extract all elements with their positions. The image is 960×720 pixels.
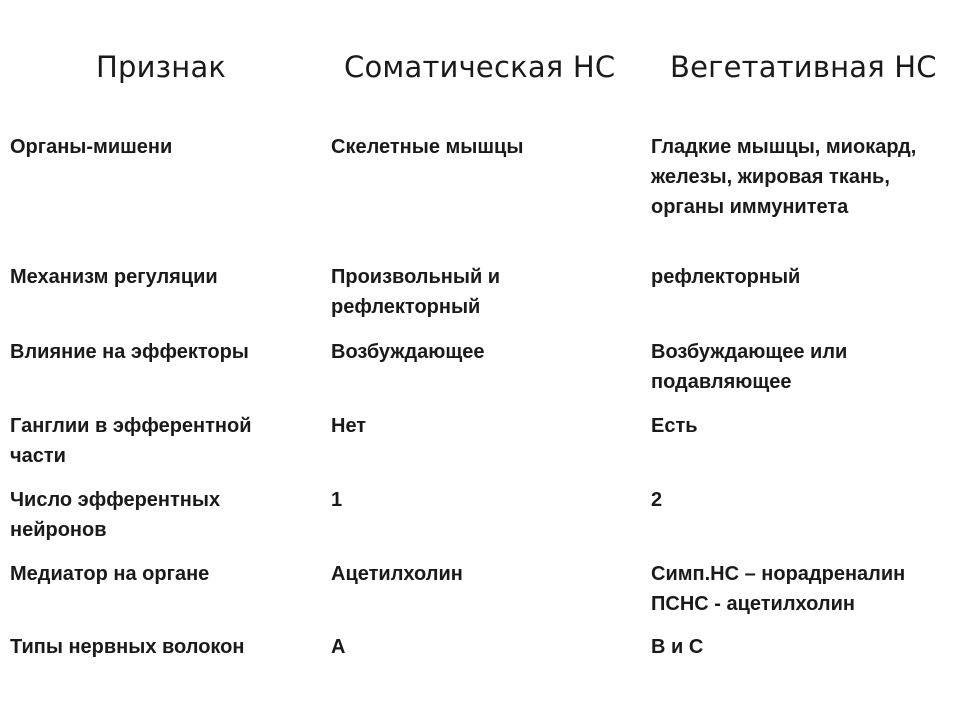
table-row-autonomic-cell xyxy=(651,485,951,515)
table-row-autonomic-cell xyxy=(651,559,951,619)
cell-text-line: Возбуждающее или xyxy=(651,341,848,363)
table-row-feature-cell xyxy=(10,411,310,471)
cell-text-line: подавляющее xyxy=(651,371,792,393)
table-row-autonomic-cell xyxy=(651,132,951,222)
cell-text-line: Органы-мишени xyxy=(10,136,173,158)
cell-text-line: Гладкие мышцы, миокард, xyxy=(651,136,917,158)
cell-text-line: ПСНС - ацетилхолин xyxy=(651,593,855,615)
table-row-somatic-cell xyxy=(331,132,631,162)
cell-text-line: Ганглии в эфферентной xyxy=(10,415,252,437)
table-row-feature-cell xyxy=(10,262,310,292)
cell-text-line: Влияние на эффекторы xyxy=(10,341,249,363)
cell-text-line: Медиатор на органе xyxy=(10,563,210,585)
table-row-somatic-cell xyxy=(331,337,631,367)
cell-text-line: органы иммунитета xyxy=(651,196,849,218)
table-row-somatic-cell xyxy=(331,262,631,322)
table-row-autonomic-cell xyxy=(651,411,951,441)
cell-text-line: Симп.НС – норадреналин xyxy=(651,563,906,585)
cell-text-line: Механизм регуляции xyxy=(10,266,218,288)
header-feature: Признак xyxy=(96,50,227,84)
table-row-feature-cell xyxy=(10,559,310,589)
table-row-autonomic-cell xyxy=(651,632,951,662)
cell-text-line: Скелетные мышцы xyxy=(331,136,524,158)
table-row-feature-cell xyxy=(10,632,310,662)
cell-text-line: Ацетилхолин xyxy=(331,563,463,585)
cell-text-line: 2 xyxy=(651,489,663,511)
cell-text-line: В и С xyxy=(651,636,704,658)
table-row-somatic-cell xyxy=(331,632,631,662)
cell-text-line: Возбуждающее xyxy=(331,341,485,363)
table-row-feature-cell xyxy=(10,485,310,545)
cell-text-line: нейронов xyxy=(10,519,107,541)
table-row-somatic-cell xyxy=(331,485,631,515)
cell-text-line: железы, жировая ткань, xyxy=(651,166,890,188)
table-row-somatic-cell xyxy=(331,559,631,589)
cell-text-line: части xyxy=(10,445,66,467)
header-somatic-ns: Соматическая НС xyxy=(344,50,616,84)
cell-text-line: рефлекторный xyxy=(331,296,481,318)
cell-text-line: Типы нервных волокон xyxy=(10,636,245,658)
cell-text-line: Число эфферентных xyxy=(10,489,221,511)
table-row-autonomic-cell xyxy=(651,262,951,292)
cell-text-line: Есть xyxy=(651,415,698,437)
table-row-feature-cell xyxy=(10,337,310,367)
table-row-feature-cell xyxy=(10,132,310,162)
cell-text-line: 1 xyxy=(331,489,343,511)
table-row-somatic-cell xyxy=(331,411,631,441)
table-row-autonomic-cell xyxy=(651,337,951,397)
cell-text-line: Произвольный и xyxy=(331,266,501,288)
cell-text-line: А xyxy=(331,636,346,658)
header-autonomic-ns: Вегетативная НС xyxy=(670,50,937,84)
cell-text-line: Нет xyxy=(331,415,367,437)
cell-text-line: рефлекторный xyxy=(651,266,801,288)
